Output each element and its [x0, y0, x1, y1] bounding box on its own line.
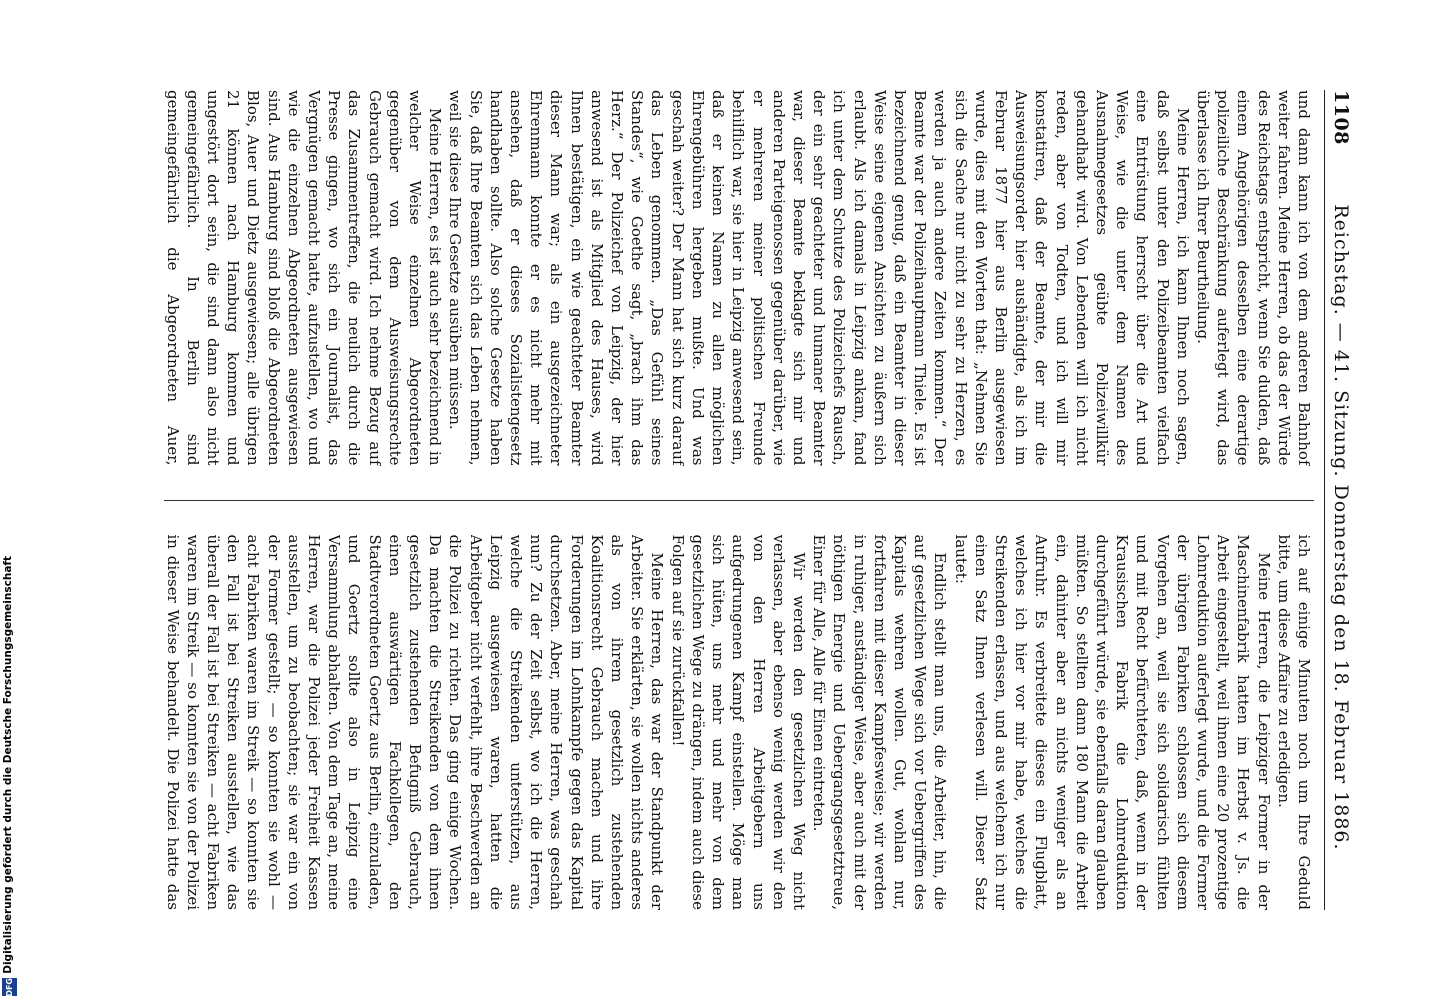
- page-number: 1108: [1330, 90, 1352, 145]
- column-divider: [164, 500, 1314, 501]
- dfg-logo: [2, 978, 17, 996]
- right-column: [164, 535, 1314, 911]
- quoted-paragraph: Wir werden den gesetzlichen Weg nicht verlassen, aber ebenso wenig werden wir den von den Herren Arbeitgebern uns aufgedrungenen Kampf einstellen. Möge man sich hüten, uns mehr und mehr von dem gesetzlichen Wege zu drängen, indem auch diese Folgen auf sie zurückfallen!: [668, 534, 808, 910]
- paragraph: Meine Herren, ich kann Ihnen noch sagen, daß selbst unter den Polizeibeamten vielfach eine Entrüstung herrscht über die Art und Weise, wie die unter dem Namen des Ausnahmegesetzes geübte Polizeiwillkür gehandhabt wird. Von Lebenden will ich nicht reden, aber von Todten, und ich will mir konstatiren, daß der Beamte, der mir die Ausweisungsorder hier aushändigte, als ich im Februar 1877 hier aus Berlin ausgewiesen wurde, dies mit den Worten that: „Nehmen Sie sich die Sache nur nicht zu sehr zu Herzen, es werden ja auch andere Zeiten kommen.“ Der Beamte war der Polizeihauptmann Thiele. Es ist bezeichnend genug, daß ein Beamter in dieser Weise seine eigenen Ansichten zu äußern sich erlaubt. Als ich damals in Leipzig ankam, fand ich unter dem Schutze des Polizeichefs Rausch, der ein sehr geachteter und humaner Beamter war, dieser Beamte beklagte sich mir und anderen Parteigenossen gegenüber darüber, wie er mehreren meiner politischen Freunde behilflich war, sie hier in Leipzig anwesend sein, daß er keinen Namen zu allen möglichen Ehrengebühren hergeben mußte. Und was geschah weiter? Der Mann hat sich kurz darauf das Leben genommen. „Das Gefühl seines Standes“, wie Goethe sagt, „brach ihm das Herz.“ Der Polizeichef von Leipzig, der hier anwesend ist als Mitglied des Hauses, wird Ihnen bestätigen, ein wie geachteter Beamter dieser Mann war; als ein ausgezeichneter Ehrenmann konnte er es nicht mehr mit ansehen, daß er dieses Sozialistengesetz handhaben sollte. Also solche Gesetze haben Sie, daß Ihre Beamten sich das Leben nehmen, weil sie diese Ihre Gesetze ausüben müssen.: [446, 90, 1192, 466]
- paragraph: ich auf einige Minuten noch um Ihre Geduld bitte, um diese Affaire zu erledigen.: [1274, 534, 1313, 910]
- paragraph: Meine Herren, das war der Standpunkt der Arbeiter. Sie erklärten, sie wollen nichts anderes als von ihrem gesetzlich zustehenden Koalitionsrecht Gebrauch machen und ihre Forderungen im Lohnkampfe gegen das Kapital durchsetzen. Aber, meine Herren, was geschah nun? Zu der Zeit selbst, wo ich die Herren, welche die Streikenden unterstützen, aus Leipzig ausgewiesen waren, hatten die Arbeitgeber nicht verfehlt, ihre Beschwerden an die Polizei zu richten. Das ging einige Wochen. Da machten die Streikenden von dem ihnen gesetzlich zustehenden Befugniß Gebrauch, einen auswärtigen Fachkollegen, den Stadtverordneten Goertz aus Berlin, einzuladen, und Goertz sollte also in Leipzig eine Versammlung abhalten. Von dem Tage an, meine Herren, war die Polizei jeder Freiheit Kassen ausstellen, um zu beobachten; sie war ein von der Former gestellt; — so konnten sie wohl — acht Fabriken waren im Streik — so konnten sie den Fall ist bei Streiken ausstellen, wie das überall der Fall ist bei Streiken — acht Fabriken waren im Streik — so konnten sie von der Polizei in dieser Weise behandelt. Die Polizei hatte das: [164, 534, 667, 910]
- page-header: [1324, 90, 1352, 910]
- dfg-logo-text: DFG: [5, 977, 14, 997]
- left-column: [164, 90, 1314, 466]
- quoted-paragraph: Endlich stellt man uns, die Arbeiter, hin, die auf gesetzlichen Wege sich vor Uebergriffen des Kapitals wehren wollen. Gut, wohlan nur, fortfahren mit dieser Kampfesweise; wir werden in ruhiger, anständiger Weise, aber auch mit der nöthigen Energie und Uebergangsgesetztreue, Einer für Alle, Alle für Einen eintreten.: [810, 534, 950, 910]
- paragraph: und dann kann ich von dem anderen Bahnhof weiter fahren. Meine Herren, ob das der Würde des Reichstags entspricht, wenn Sie dulden, daß einem Angehörigen desselben eine derartige polizeiliche Beschränkung auferlegt wird, das überlasse ich Ihrer Beurtheilung.: [1193, 90, 1313, 466]
- text-columns: [164, 90, 1314, 910]
- digitization-attribution: [0, 0, 20, 1000]
- rotated-page: [56, 50, 1376, 950]
- page-title: Reichstag. — 41. Sitzung. Donnerstag den 18. Februar 1886.: [1330, 204, 1352, 851]
- paragraph: Meine Herren, es ist auch sehr bezeichnend in welcher Weise einzelnen Abgeordneten gegenüber von dem Ausweisungsrechte Gebrauch gemacht wird. Ich nehme Bezug auf das Zusammentreffen, die neulich durch die Presse gingen, wo sich ein Journalist, das Vergnügen gemacht hatte, aufzustellen, wo und wie die einzelnen Abgeordneten ausgewiesen sind. Aus Hamburg sind bloß die Abgeordneten Blos, Auer und Dietz ausgewiesen; alle übrigen 21 können nach Hamburg kommen und ungestört dort sein, die sind dann also nicht gemeingefährlich. In Berlin sind gemeingefährlich die Abgeordneten Auer,: [164, 90, 445, 466]
- attribution-text: Digitalisierung gefördert durch die Deutsche Forschungsgemeinschaft: [2, 556, 14, 974]
- paragraph: Meine Herren, die Leipziger Former in der Maschinenfabrik hatten im Herbst v. Js. die Arbeit eingestellt, weil ihnen eine 20 prozentige Lohnreduktion auferlegt wurde, und die Former der übrigen Fabriken schlossen sich diesem Vorgehen an, weil sie sich solidarisch fühlten und mit Recht befürchteten, daß, wenn in der Krausischen Fabrik die Lohnreduktion durchgeführt würde, sie ebenfalls daran glauben müßten. So stellten dann 180 Mann die Arbeit ein, dahinter aber an nichts weniger als an Aufruhr. Es verbreitete dieses ein Flugblatt, welches ich hier vor mir habe, welches die Streikenden erlassen, und aus welchem ich nur einen Satz Ihnen verlesen will. Dieser Satz lautet:: [951, 534, 1273, 910]
